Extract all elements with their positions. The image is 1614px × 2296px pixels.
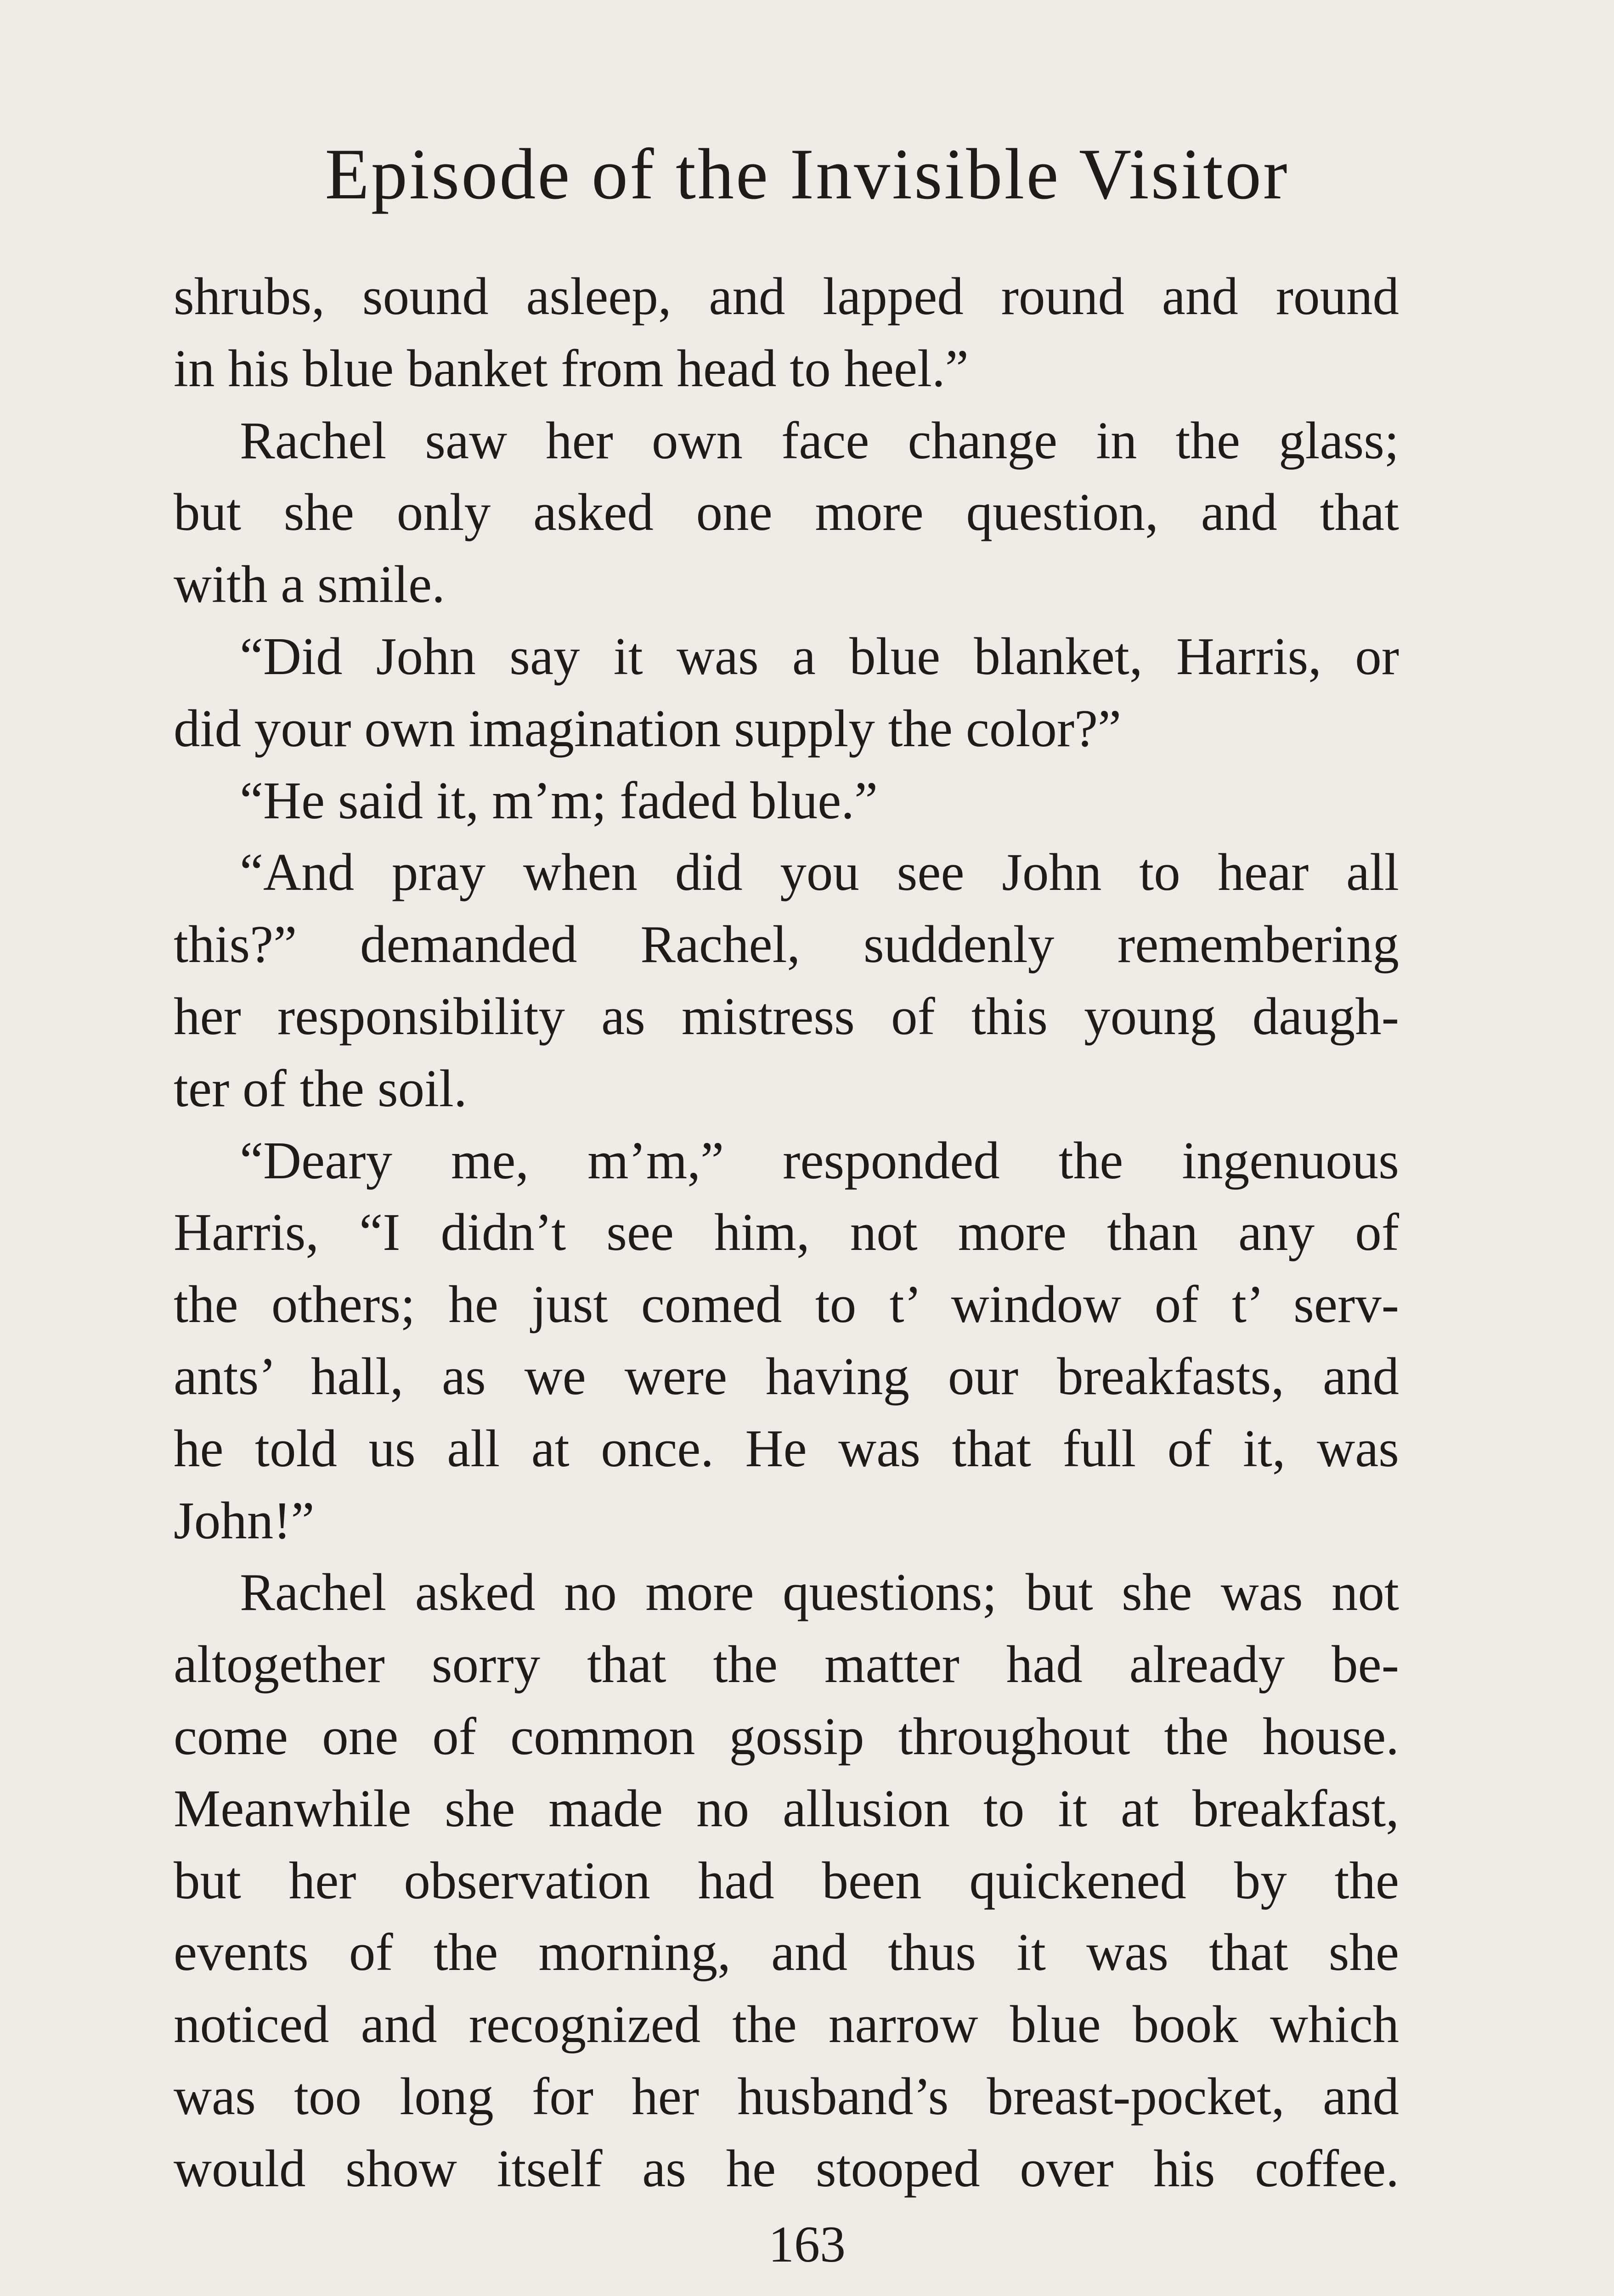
text-line: come one of common gossip throughout the house. — [174, 1707, 1399, 1766]
text-line: Rachel saw her own face change in the glass; — [240, 411, 1399, 470]
body-text — [174, 261, 1399, 2205]
text-line: was too long for her husband’s breast-pocket, and — [174, 2067, 1399, 2126]
text-line: with a smile. — [174, 555, 445, 614]
page-number: 163 — [768, 2216, 846, 2273]
text-line: but her observation had been quickened by the — [174, 1851, 1399, 1910]
text-line: ants’ hall, as we were having our breakfasts, and — [174, 1347, 1399, 1406]
text-line: noticed and recognized the narrow blue book which — [174, 1995, 1399, 2054]
running-head: Episode of the Invisible Visitor — [325, 134, 1289, 214]
text-line: John!” — [174, 1491, 315, 1550]
text-line: “And pray when did you see John to hear all — [240, 843, 1399, 902]
text-line: would show itself as he stooped over his coffee. — [174, 2139, 1399, 2198]
text-line: “Did John say it was a blue blanket, Harris, or — [240, 627, 1399, 686]
text-line: “Deary me, m’m,” responded the ingenuous — [240, 1131, 1399, 1190]
text-line: altogether sorry that the matter had already be- — [174, 1635, 1399, 1694]
text-line: Rachel asked no more questions; but she was not — [240, 1563, 1399, 1622]
text-line: in his blue banket from head to heel.” — [174, 339, 969, 398]
text-line: but she only asked one more question, and that — [174, 483, 1399, 542]
text-line: Meanwhile she made no allusion to it at breakfast, — [174, 1779, 1399, 1838]
text-line: ter of the soil. — [174, 1059, 467, 1118]
text-line: did your own imagination supply the color?” — [174, 699, 1122, 758]
text-line: this?” demanded Rachel, suddenly remembering — [174, 915, 1399, 974]
text-line: shrubs, sound asleep, and lapped round and round — [174, 267, 1399, 326]
text-line: Harris, “I didn’t see him, not more than any of — [174, 1203, 1399, 1262]
text-line: her responsibility as mistress of this young daugh- — [174, 987, 1399, 1046]
text-line: the others; he just comed to t’ window of t’ serv- — [174, 1275, 1399, 1334]
text-line: events of the morning, and thus it was that she — [174, 1923, 1399, 1982]
text-line: “He said it, m’m; faded blue.” — [240, 771, 878, 830]
text-line: he told us all at once. He was that full of it, was — [174, 1419, 1399, 1478]
